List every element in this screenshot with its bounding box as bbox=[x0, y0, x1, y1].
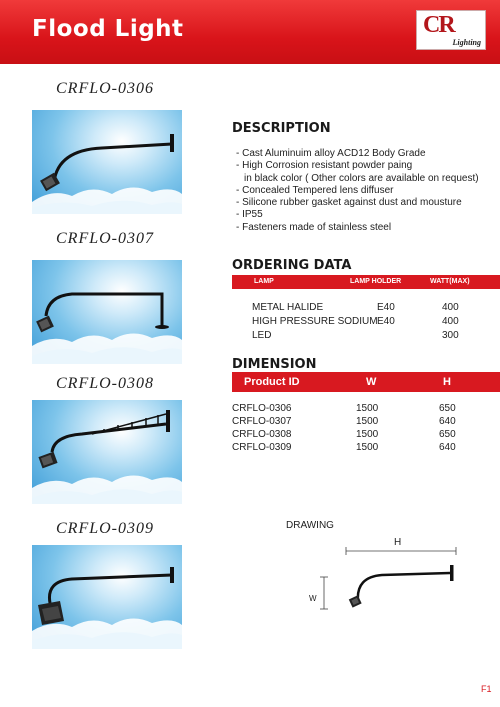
lamp-cell: LED bbox=[252, 330, 272, 341]
holder-cell: E40 bbox=[377, 316, 395, 327]
lamp-cell: METAL HALIDE bbox=[252, 302, 324, 313]
ordering-col-lamp: LAMP bbox=[254, 278, 274, 285]
product-id-cell: CRFLO-0306 bbox=[232, 403, 292, 414]
height-cell: 650 bbox=[439, 429, 456, 440]
product-id-cell: CRFLO-0309 bbox=[232, 442, 292, 453]
product-id-cell: CRFLO-0308 bbox=[232, 429, 292, 440]
page-number: F1 bbox=[481, 684, 492, 694]
drawing-h-label: H bbox=[394, 537, 402, 548]
product-id-cell: CRFLO-0307 bbox=[232, 416, 292, 427]
product-image-0308 bbox=[32, 400, 182, 504]
model-title-0309: CRFLO-0309 bbox=[56, 520, 154, 537]
logo-mark: CR bbox=[423, 12, 454, 38]
dimension-heading: DIMENSION bbox=[232, 357, 317, 372]
dimension-col-id: Product ID bbox=[244, 376, 300, 388]
description-line: - Silicone rubber gasket against dust and mousture bbox=[236, 197, 462, 209]
ordering-heading: ORDERING DATA bbox=[232, 258, 352, 273]
model-title-0308: CRFLO-0308 bbox=[56, 375, 154, 392]
description-line: - IP55 bbox=[236, 209, 263, 221]
width-cell: 1500 bbox=[356, 442, 379, 453]
description-heading: DESCRIPTION bbox=[232, 121, 331, 136]
lamp-cell: HIGH PRESSURE SODIUM bbox=[252, 316, 378, 327]
drawing-w-label: W bbox=[309, 594, 317, 603]
holder-cell: E40 bbox=[377, 302, 395, 313]
description-line: - Fasteners made of stainless steel bbox=[236, 221, 392, 233]
watt-cell: 400 bbox=[442, 302, 459, 313]
watt-cell: 300 bbox=[442, 330, 459, 341]
description-list bbox=[236, 148, 496, 234]
watt-cell: 400 bbox=[442, 316, 459, 327]
height-cell: 640 bbox=[439, 416, 456, 427]
width-cell: 1500 bbox=[356, 403, 379, 414]
dimension-header-bar bbox=[232, 372, 500, 392]
width-cell: 1500 bbox=[356, 429, 379, 440]
dimension-col-w: W bbox=[366, 376, 377, 388]
model-title-0307: CRFLO-0307 bbox=[56, 230, 154, 247]
width-cell: 1500 bbox=[356, 416, 379, 427]
model-title-0306: CRFLO-0306 bbox=[56, 80, 154, 97]
brand-logo bbox=[416, 10, 486, 50]
description-line: - Cast Aluminuim alloy ACD12 Body Grade bbox=[236, 148, 426, 159]
height-cell: 650 bbox=[439, 403, 456, 414]
ordering-header-bar bbox=[232, 275, 500, 289]
description-line: - Concealed Tempered lens diffuser bbox=[236, 184, 394, 196]
dimension-col-h: H bbox=[443, 376, 451, 388]
ordering-col-watt: WATT(MAX) bbox=[430, 278, 470, 285]
height-cell: 640 bbox=[439, 442, 456, 453]
description-line: - High Corrosion resistant powder paing bbox=[236, 160, 413, 172]
product-image-0309 bbox=[32, 545, 182, 649]
page-header bbox=[0, 0, 500, 64]
description-line: in black color ( Other colors are available on request) bbox=[244, 172, 479, 184]
product-image-0306 bbox=[32, 110, 182, 214]
page-title: Flood Light bbox=[32, 16, 184, 42]
dimension-drawing bbox=[300, 535, 470, 625]
logo-subtitle: Lighting bbox=[452, 38, 481, 47]
drawing-label: DRAWING bbox=[286, 520, 334, 531]
ordering-col-holder: LAMP HOLDER bbox=[350, 278, 402, 285]
product-image-0307 bbox=[32, 260, 182, 364]
